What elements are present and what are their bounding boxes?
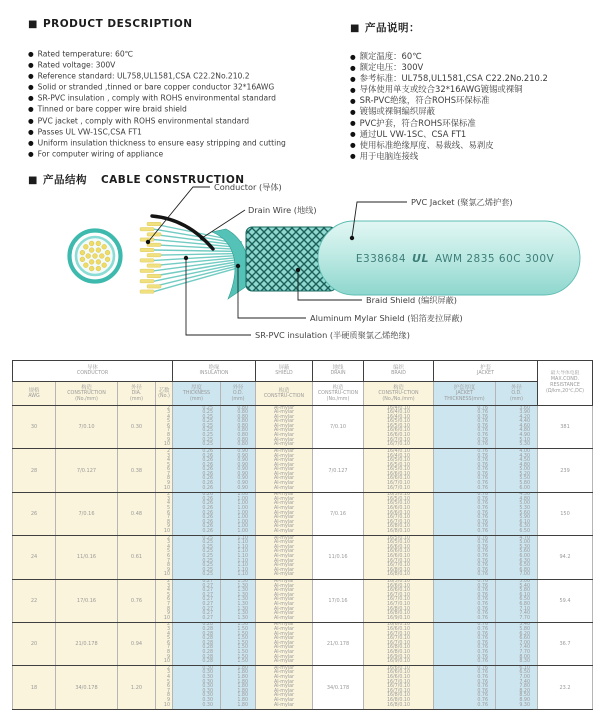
bullet-icon: ●	[28, 116, 34, 125]
conductor-dot-icon	[102, 244, 107, 249]
max-resistance-cell: 59.4	[538, 579, 593, 622]
bullet-icon: ●	[28, 138, 34, 147]
group-header-braid: 编织 BRAID	[364, 361, 434, 382]
aluminum-mylar-shield-label: Aluminum Mylar Shield (铝箔麦拉屏蔽)	[310, 313, 463, 323]
jacket-thickness-cell: 0.76 0.76 0.76 0.76 0.76 0.76 0.76 0.76 0.76	[434, 666, 496, 709]
braid-construction-cell: 16/6/0.10 16/6/0.10 16/6/0.10 16/7/0.10 16/7/0.10 16/7/0.10 16/8/0.10 16/8/0.10 16/8/0.10	[364, 666, 434, 709]
jacket-od-cell: 6.10 6.50 7.00 7.40 7.80 8.20 8.50 8.90 9.30	[496, 666, 538, 709]
core-count-cell: 2 3 4 5 6 7 8 9 10	[156, 579, 173, 622]
jacket-od-cell: 5.40 5.80 6.20 6.60 7.00 7.40 7.70 8.00 8.30	[496, 622, 538, 665]
bullet-text: 用于电脑连接线	[359, 150, 419, 161]
conductor-dot-icon	[80, 250, 85, 255]
drain-construction-cell: 11/0.16	[313, 536, 364, 579]
insulation-thickness-cell: 0.27 0.27 0.27 0.27 0.27 0.27 0.27 0.27 0.27	[173, 579, 221, 622]
bullet-icon: ●	[350, 74, 356, 83]
column-header: 厚度 THICKNESS (mm)	[173, 382, 221, 406]
jacket-thickness-cell: 0.76 0.76 0.76 0.76 0.76 0.76 0.76 0.76 0.76	[434, 449, 496, 492]
column-header: 构造 CONSTRU-CTION	[256, 382, 313, 406]
conductor-dot-icon	[96, 266, 101, 271]
insulation-od-cell: 1.00 1.00 1.00 1.00 1.00 1.00 1.00 1.00 1.00	[221, 492, 256, 535]
braid-construction-cell: 16/5/0.10 16/5/0.10 16/6/0.10 16/6/0.10 16/6/0.10 16/7/0.10 16/7/0.10 16/8/0.10 16/8/0.10	[364, 536, 434, 579]
drain-wire-label: Drain Wire (地线)	[248, 205, 317, 215]
core-count-cell: 2 3 4 5 6 7 8 9 10	[156, 536, 173, 579]
jacket-od-cell: 4.00 4.30 4.50 4.80 5.00 5.20 5.50 5.80 6.00	[496, 449, 538, 492]
conductor-dot-icon	[89, 266, 94, 271]
conductor-dot-icon	[89, 241, 94, 246]
awg-cell: 24	[13, 536, 56, 579]
insulation-thickness-cell: 0.25 0.25 0.25 0.25 0.25 0.25 0.25 0.25 0.25	[173, 536, 221, 579]
core-count-cell: 2 3 4 5 6 7 8 9 10	[156, 666, 173, 709]
max-resistance-cell: 36.7	[538, 622, 593, 665]
braid-construction-cell: 16/4/0.10 16/4/0.10 16/5/0.10 16/5/0.10 16/5/0.10 16/6/0.10 16/6/0.10 16/7/0.10 16/7/0.10	[364, 449, 434, 492]
construction-title-en: CABLE CONSTRUCTION	[100, 174, 245, 186]
conductor-construction-cell: 7/0.127	[56, 449, 118, 492]
bullet-text: SR-PVC绝缘，符合ROHS环保标准	[359, 95, 490, 106]
spec-table-wrap	[12, 360, 593, 710]
column-header: 构造 CONSTRU-CTION (No./No./mm)	[364, 382, 434, 406]
bullet-icon: ●	[28, 149, 34, 158]
group-header-shield: 屏蔽 SHIELD	[256, 361, 313, 382]
bullet-text: Rated temperature: 60℃	[37, 49, 134, 59]
product-description-cn-title: 产品说明：	[364, 22, 420, 34]
max-resistance-cell: 239	[538, 449, 593, 492]
bullet-icon: ●	[350, 119, 356, 128]
square-bullet-icon: ■	[350, 23, 360, 34]
drain-construction-cell: 17/0.16	[313, 579, 364, 622]
conductor-dia-cell: 1.20	[118, 666, 156, 709]
bullet-text: Rated voltage: 300V	[37, 60, 116, 70]
bullet-text: 额定电压：300V	[359, 62, 424, 73]
drain-construction-cell: 7/0.16	[313, 492, 364, 535]
table-row-awg-20	[13, 622, 593, 665]
core-count-cell: 2 3 4 5 6 7 8 9 10	[156, 406, 173, 449]
bullet-icon: ●	[28, 127, 34, 136]
conductor-construction-cell: 34/0.178	[56, 666, 118, 709]
conductor-dia-cell: 0.38	[118, 449, 156, 492]
core-count-cell: 2 3 4 5 6 7 8 9 10	[156, 449, 173, 492]
braid-shield-label: Braid Shield (编织屏蔽)	[366, 295, 457, 305]
bullet-text: Reference standard: UL758,UL1581,CSA C22.2No.210.2	[37, 71, 250, 81]
jacket-od-cell: 5.00 5.40 5.80 6.10 6.50 6.80 7.10 7.40 7.70	[496, 579, 538, 622]
braid-construction-cell: 16/6/0.10 16/6/0.10 16/7/0.10 16/7/0.10 16/7/0.10 16/8/0.10 16/8/0.10 16/9/0.10 16/9/0.10	[364, 622, 434, 665]
jacket-od-cell: 3.60 3.90 4.20 4.40 4.60 4.80 4.90 5.10 5.30	[496, 406, 538, 449]
bullet-text: 导体使用单支或绞合32*16AWG镀锡或裸铜	[359, 84, 523, 95]
bullet-icon: ●	[350, 63, 356, 72]
spec-table	[12, 360, 593, 710]
bullet-text: 使用标准绝缘厚度、易裁线、易剥皮	[359, 139, 494, 150]
bullet-text: For computer wiring of appliance	[37, 149, 164, 159]
conductor-dot-icon	[86, 254, 91, 259]
column-header: 外径 O.D. (mm)	[496, 382, 538, 406]
table-row-awg-22	[13, 579, 593, 622]
bullet-text: SR-PVC insulation , comply with ROHS environmental standard	[37, 93, 276, 103]
conductor-construction-cell: 7/0.16	[56, 492, 118, 535]
square-bullet-icon: ■	[28, 19, 38, 30]
jacket-thickness-cell: 0.76 0.76 0.76 0.76 0.76 0.76 0.76 0.76 0.76	[434, 492, 496, 535]
jacket-od-cell: 4.70 5.00 5.30 5.60 6.00 6.30 6.50 6.80 7.00	[496, 536, 538, 579]
column-header: 外径 O.D. (mm)	[221, 382, 256, 406]
max-resistance-cell: 381	[538, 406, 593, 449]
bullet-text: PVC护套，符合ROHS环保标准	[359, 117, 476, 128]
conductor-construction-cell: 7/0.10	[56, 406, 118, 449]
insulation-od-cell: 1.80 1.80 1.80 1.80 1.80 1.80 1.80 1.80 1.80	[221, 666, 256, 709]
group-header-drain: 地线 DRAIN	[313, 361, 364, 382]
bullet-icon: ●	[350, 130, 356, 139]
conductor-dot-icon	[99, 254, 104, 259]
conductor-dia-cell: 0.94	[118, 622, 156, 665]
conductor-dia-cell: 0.48	[118, 492, 156, 535]
insulation-thickness-cell: 0.26 0.26 0.26 0.26 0.26 0.26 0.26 0.26 0.26	[173, 449, 221, 492]
jacket-thickness-cell: 0.76 0.76 0.76 0.76 0.76 0.76 0.76 0.76 0.76	[434, 622, 496, 665]
conductor-dot-icon	[80, 257, 85, 262]
core-count-cell: 2 3 4 5 6 7 8 9 10	[156, 622, 173, 665]
bullet-icon: ●	[350, 141, 356, 150]
group-header-insulation: 绝缘 INSULATION	[173, 361, 256, 382]
conductor-dot-icon	[96, 241, 101, 246]
conductor-dot-icon	[96, 259, 101, 264]
bullet-icon: ●	[350, 107, 356, 116]
braid-construction-cell: 16/5/0.10 16/5/0.10 16/5/0.10 16/6/0.10 16/6/0.10 16/7/0.10 16/7/0.10 16/8/0.10 16/8/0.10	[364, 492, 434, 535]
column-header: 护套厚度 JACKET THICKNESS(mm)	[434, 382, 496, 406]
resistance-header: 最大导体电阻 MAX.COND. RESISTANCE (Ω/km,20℃,DC)	[538, 361, 593, 406]
jacket-thickness-cell: 0.76 0.76 0.76 0.76 0.76 0.76 0.76 0.76 0.76	[434, 536, 496, 579]
conductor-construction-cell: 11/0.16	[56, 536, 118, 579]
column-header: 规格 AWG	[13, 382, 56, 406]
awg-cell: 30	[13, 406, 56, 449]
drain-construction-cell: 7/0.10	[313, 406, 364, 449]
bullet-icon: ●	[350, 152, 356, 161]
conductor-dot-icon	[105, 257, 110, 262]
insulation-od-cell: 1.10 1.10 1.10 1.10 1.10 1.10 1.10 1.10 1.10	[221, 536, 256, 579]
insulation-thickness-cell: 0.30 0.30 0.30 0.30 0.30 0.30 0.30 0.30 0.30	[173, 666, 221, 709]
table-row-awg-18	[13, 666, 593, 709]
max-resistance-cell: 94.2	[538, 536, 593, 579]
awg-cell: 28	[13, 449, 56, 492]
bullet-icon: ●	[350, 96, 356, 105]
bullet-icon: ●	[28, 72, 34, 81]
cable-marking-cert: E338684	[355, 253, 407, 265]
conductor-dot-icon	[83, 244, 88, 249]
column-header: 芯数 (No.)	[156, 382, 173, 406]
jacket-thickness-cell: 0.76 0.76 0.76 0.76 0.76 0.76 0.76 0.76 0.76	[434, 406, 496, 449]
bullet-icon: ●	[28, 105, 34, 114]
conductor-label: Conductor (导体)	[214, 182, 282, 192]
insulation-thickness-cell: 0.28 0.28 0.28 0.28 0.28 0.28 0.28 0.28 0.28	[173, 622, 221, 665]
conductor-dot-icon	[96, 248, 101, 253]
table-row-awg-24	[13, 536, 593, 579]
pvc-jacket-label: PVC Jacket (聚氯乙烯护套)	[411, 197, 513, 207]
bullet-text: 参考标准：UL758,UL1581,CSA C22.2No.210.2	[359, 73, 548, 84]
product-description-title: PRODUCT DESCRIPTION	[42, 18, 193, 30]
cable-marking	[356, 252, 555, 265]
conductor-dot-icon	[89, 259, 94, 264]
awg-cell: 20	[13, 622, 56, 665]
group-header-jacket: 护套 JACKET	[434, 361, 538, 382]
core-count-cell: 2 3 4 5 6 7 8 9 10	[156, 492, 173, 535]
table-row-awg-30	[13, 406, 593, 449]
cable-marking-type: AWM 2835 60C 300V	[434, 253, 555, 265]
bullet-text: 镀锡或裸铜编织屏蔽	[359, 106, 436, 117]
column-header: 外径 DIA. (mm)	[118, 382, 156, 406]
conductor-dia-cell: 0.30	[118, 406, 156, 449]
conductor-dot-icon	[105, 250, 110, 255]
shield-construction-cell: Al-mylar Al-mylar Al-mylar Al-mylar Al-mylar Al-mylar Al-mylar Al-mylar Al-mylar	[256, 536, 313, 579]
bullet-text: Solid or stranded ,tinned or bare copper conductor 32*16AWG	[37, 82, 275, 92]
conductor-dot-icon	[93, 254, 98, 259]
group-header-conductor: 导体 CONDUCTOR	[13, 361, 173, 382]
shield-construction-cell: Al-mylar Al-mylar Al-mylar Al-mylar Al-mylar Al-mylar Al-mylar Al-mylar Al-mylar	[256, 579, 313, 622]
jacket-od-cell: 4.50 4.80 5.00 5.30 5.60 5.90 6.10 6.30 6.50	[496, 492, 538, 535]
drain-construction-cell: 21/0.178	[313, 622, 364, 665]
insulation-thickness-cell: 0.26 0.26 0.26 0.26 0.26 0.26 0.26 0.26 0.26	[173, 492, 221, 535]
column-header: 构造 CONSTRU-CTION (No./mm)	[313, 382, 364, 406]
conductor-dot-icon	[102, 263, 107, 268]
max-resistance-cell: 150	[538, 492, 593, 535]
conductor-construction-cell: 21/0.178	[56, 622, 118, 665]
bullet-icon: ●	[350, 85, 356, 94]
bullet-text: PVC jacket , comply with ROHS environmental standard	[37, 116, 250, 126]
awg-cell: 18	[13, 666, 56, 709]
insulation-od-cell: 1.50 1.50 1.50 1.50 1.50 1.50 1.50 1.50 1.50	[221, 622, 256, 665]
cable-cross-section-icon	[70, 231, 121, 282]
ul-mark-icon: UL	[412, 252, 429, 265]
shield-construction-cell: Al-mylar Al-mylar Al-mylar Al-mylar Al-mylar Al-mylar Al-mylar Al-mylar Al-mylar	[256, 406, 313, 449]
conductor-dot-icon	[83, 263, 88, 268]
square-bullet-icon: ■	[28, 175, 38, 186]
sr-pvc-insulation-label: SR-PVC insulation (半硬质聚氯乙烯绝缘)	[255, 330, 410, 340]
insulation-od-cell: 0.80 0.80 0.80 0.80 0.80 0.80 0.80 0.80 0.80	[221, 406, 256, 449]
conductor-construction-cell: 17/0.16	[56, 579, 118, 622]
table-row-awg-28	[13, 449, 593, 492]
table-row-awg-26	[13, 492, 593, 535]
braid-construction-cell: 16/5/0.10 16/6/0.10 16/6/0.10 16/7/0.10 16/7/0.10 16/7/0.10 16/8/0.10 16/8/0.10 16/9/0.10	[364, 579, 434, 622]
jacket-thickness-cell: 0.76 0.76 0.76 0.76 0.76 0.76 0.76 0.76 0.76	[434, 579, 496, 622]
drain-construction-cell: 7/0.127	[313, 449, 364, 492]
bullet-icon: ●	[28, 50, 34, 58]
insulation-od-cell: 1.30 1.30 1.30 1.30 1.30 1.30 1.30 1.30 1.30	[221, 579, 256, 622]
shield-construction-cell: Al-mylar Al-mylar Al-mylar Al-mylar Al-mylar Al-mylar Al-mylar Al-mylar Al-mylar	[256, 622, 313, 665]
conductor-dia-cell: 0.76	[118, 579, 156, 622]
insulation-thickness-cell: 0.25 0.25 0.25 0.25 0.25 0.25 0.25 0.25 0.25	[173, 406, 221, 449]
awg-cell: 22	[13, 579, 56, 622]
shield-construction-cell: Al-mylar Al-mylar Al-mylar Al-mylar Al-mylar Al-mylar Al-mylar Al-mylar Al-mylar	[256, 666, 313, 709]
awg-cell: 26	[13, 492, 56, 535]
shield-construction-cell: Al-mylar Al-mylar Al-mylar Al-mylar Al-mylar Al-mylar Al-mylar Al-mylar Al-mylar	[256, 492, 313, 535]
max-resistance-cell: 23.2	[538, 666, 593, 709]
drain-construction-cell: 34/0.178	[313, 666, 364, 709]
braid-construction-cell: 16/4/0.10 16/4/0.10 16/4/0.10 16/5/0.10 16/5/0.10 16/6/0.10 16/6/0.10 16/7/0.10 16/7/0.10	[364, 406, 434, 449]
bullet-text: 通过UL VW-1SC、CSA FT1	[359, 128, 467, 139]
bullet-text: Passes UL VW-1SC,CSA FT1	[37, 127, 142, 137]
bullet-text: Tinned or bare copper wire braid shield	[37, 104, 187, 114]
bullet-text: 额定温度：60℃	[359, 51, 422, 61]
bullet-text: Uniform insulation thickness to ensure easy stripping and cutting	[37, 138, 286, 148]
conductor-dot-icon	[89, 248, 94, 253]
bullet-icon: ●	[28, 83, 34, 92]
construction-title-cn: 产品结构	[42, 174, 87, 186]
bullet-icon: ●	[28, 61, 34, 70]
bullet-icon: ●	[350, 52, 356, 61]
bullet-icon: ●	[28, 94, 34, 103]
insulation-od-cell: 0.90 0.90 0.90 0.90 0.90 0.90 0.90 0.90 0.90	[221, 449, 256, 492]
conductor-dia-cell: 0.61	[118, 536, 156, 579]
column-header: 构造 CONSTRUCTION (No./mm)	[56, 382, 118, 406]
shield-construction-cell: Al-mylar Al-mylar Al-mylar Al-mylar Al-mylar Al-mylar Al-mylar Al-mylar Al-mylar	[256, 449, 313, 492]
